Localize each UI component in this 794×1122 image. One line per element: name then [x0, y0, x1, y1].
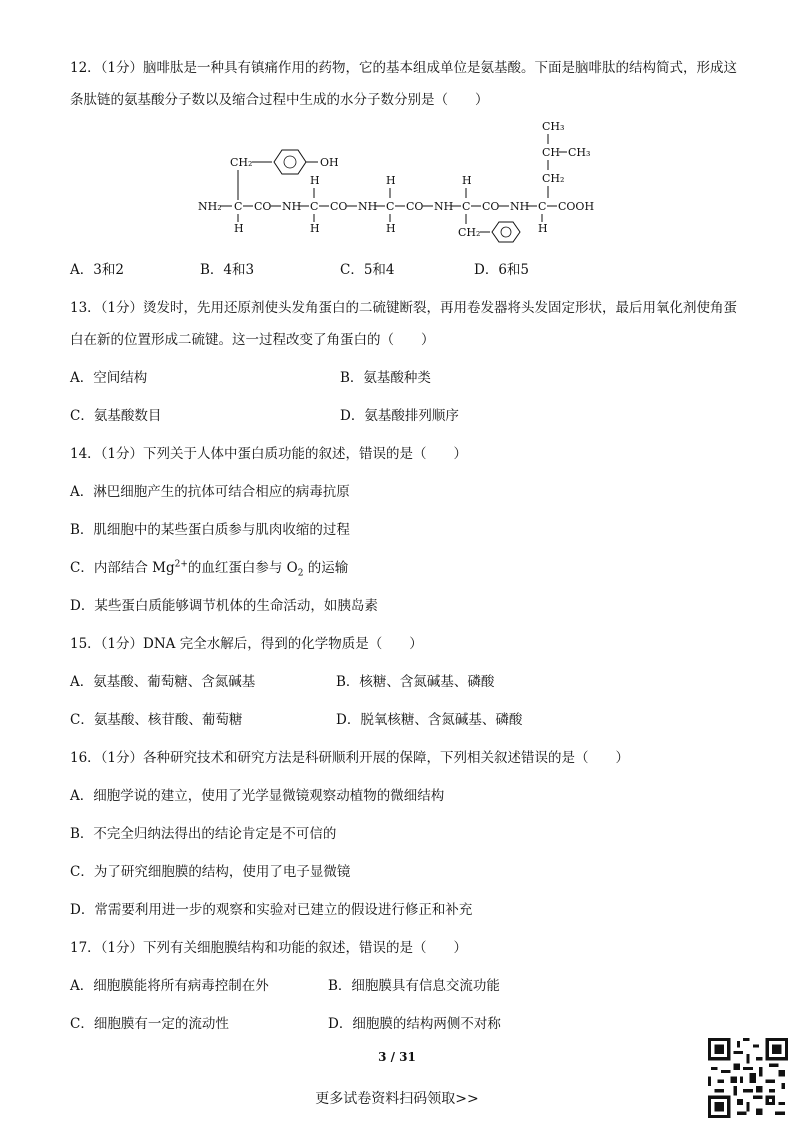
qr-code-icon[interactable]	[708, 1038, 788, 1118]
q15-option-c: C．氨基酸、核苷酸、葡萄糖	[70, 712, 243, 728]
q14-option-c-pre: C．内部结合 Mg	[70, 560, 175, 576]
q14-option-c-sup: 2+	[174, 559, 188, 570]
q14-option-c	[70, 556, 348, 579]
q16-stem-line1	[70, 746, 629, 766]
q12-option-d: D．6和5	[474, 262, 530, 278]
res4-h-top: H	[462, 174, 472, 187]
qr-code-svg	[708, 1038, 788, 1118]
phenol-ring	[274, 150, 306, 174]
q17-stem-line1	[70, 936, 467, 956]
res1-oh: OH	[320, 156, 339, 169]
res1-h: H	[234, 222, 244, 235]
res4-c: C	[462, 200, 471, 213]
q16-stem-text-1: 各种研究技术和研究方法是科研顺利开展的保障，下列相关叙述错误的是（ ）	[143, 750, 630, 766]
q12-option-a: A．3和2	[70, 262, 124, 278]
q14-option-c-post: 的运输	[303, 560, 349, 576]
q12-option-c: C．5和4	[340, 262, 395, 278]
q15-stem-text-1: DNA 完全水解后，得到的化学物质是（ ）	[143, 636, 423, 652]
q13-option-b: B．氨基酸种类	[340, 370, 431, 386]
q15-stem-line1	[70, 632, 423, 652]
q15-option-d: D．脱氧核糖、含氮碱基、磷酸	[336, 712, 523, 728]
q14-number: 14．（1分）	[70, 446, 144, 462]
res5-c: C	[538, 200, 547, 213]
q16-option-c: C．为了研究细胞膜的结构，使用了电子显微镜	[70, 864, 351, 880]
q13-stem-line1	[70, 296, 737, 316]
bond2-co: CO	[330, 200, 348, 213]
q17-option-c: C．细胞膜有一定的流动性	[70, 1016, 229, 1032]
res4-ch2: CH₂	[458, 226, 481, 239]
q14-option-a: A．淋巴细胞产生的抗体可结合相应的病毒抗原	[70, 484, 350, 500]
bond1-nh: NH	[282, 200, 302, 213]
q14-option-b: B．肌细胞中的某些蛋白质参与肌肉收缩的过程	[70, 522, 350, 538]
q13-stem-line2: 白在新的位置形成二硫键。这一过程改变了角蛋白的（ ）	[70, 332, 435, 348]
q17-number: 17．（1分）	[70, 940, 144, 956]
res2-c: C	[310, 200, 319, 213]
q16-option-b: B．不完全归纳法得出的结论肯定是不可信的	[70, 826, 337, 842]
q14-option-d: D．某些蛋白质能够调节机体的生命活动，如胰岛素	[70, 598, 378, 614]
res5-h: H	[538, 222, 548, 235]
q12-number: 12．（1分）	[70, 60, 144, 76]
n-terminal-nh2: NH₂	[198, 200, 222, 213]
q15-number: 15．（1分）	[70, 636, 144, 652]
res1-ch2: CH₂	[230, 156, 253, 169]
q12-stem-line1	[70, 56, 737, 76]
enkephalin-structure-svg	[190, 118, 610, 248]
res3-c: C	[386, 200, 395, 213]
q13-option-c: C．氨基酸数目	[70, 408, 162, 424]
res2-h-top: H	[310, 174, 320, 187]
bond1-co: CO	[254, 200, 272, 213]
res5-ch: CH	[542, 146, 561, 159]
q17-option-a: A．细胞膜能将所有病毒控制在外	[70, 978, 269, 994]
q15-option-b: B．核糖、含氮碱基、磷酸	[336, 674, 495, 690]
res5-ch3-top: CH₃	[542, 120, 565, 133]
res1-c: C	[234, 200, 243, 213]
q12-option-b: B．4和3	[200, 262, 255, 278]
q14-option-c-mid: 的血红蛋白参与 O	[187, 560, 298, 576]
bond3-nh: NH	[434, 200, 454, 213]
bond2-nh: NH	[358, 200, 378, 213]
bond4-co: CO	[482, 200, 500, 213]
page-number: 3 / 31	[378, 1050, 416, 1064]
q16-option-a: A．细胞学说的建立，使用了光学显微镜观察动植物的微细结构	[70, 788, 445, 804]
footer-scan-prompt[interactable]: 更多试卷资料扫码领取>>	[315, 1091, 479, 1107]
q14-stem-text-1: 下列关于人体中蛋白质功能的叙述，错误的是（ ）	[143, 446, 468, 462]
q13-option-d: D．氨基酸排列顺序	[340, 408, 459, 424]
q17-option-d: D．细胞膜的结构两侧不对称	[328, 1016, 501, 1032]
q12-stem-text-1: 脑啡肽是一种具有镇痛作用的药物，它的基本组成单位是氨基酸。下面是脑啡肽的结构简式，形成这	[143, 60, 738, 76]
q17-option-b: B．细胞膜具有信息交流功能	[328, 978, 500, 994]
res3-h-bottom: H	[386, 222, 396, 235]
q12-stem-line2: 条肽链的氨基酸分子数以及缩合过程中生成的水分子数分别是（ ）	[70, 92, 489, 108]
benzene-ring	[492, 222, 520, 242]
res3-h-top: H	[386, 174, 396, 187]
q16-option-d: D．常需要利用进一步的观察和实验对已建立的假设进行修正和补充	[70, 902, 473, 918]
q15-option-a: A．氨基酸、葡萄糖、含氮碱基	[70, 674, 256, 690]
bond4-nh: NH	[510, 200, 530, 213]
res2-h-bottom: H	[310, 222, 320, 235]
enkephalin-structure-diagram	[190, 118, 610, 248]
res5-ch3-side: CH₃	[568, 146, 591, 159]
q14-stem-line1	[70, 442, 467, 462]
q16-number: 16．（1分）	[70, 750, 144, 766]
q17-stem-text-1: 下列有关细胞膜结构和功能的叙述，错误的是（ ）	[143, 940, 468, 956]
q13-option-a: A．空间结构	[70, 370, 148, 386]
q13-stem-text-1: 烫发时，先用还原剂使头发角蛋白的二硫键断裂，再用卷发器将头发固定形状，最后用氧化剂使角蛋	[143, 300, 738, 316]
bond3-co: CO	[406, 200, 424, 213]
q14-option-c-sub: 2	[297, 568, 304, 579]
res5-ch2: CH₂	[542, 172, 565, 185]
c-terminal-cooh: COOH	[558, 200, 595, 213]
q13-number: 13．（1分）	[70, 300, 144, 316]
